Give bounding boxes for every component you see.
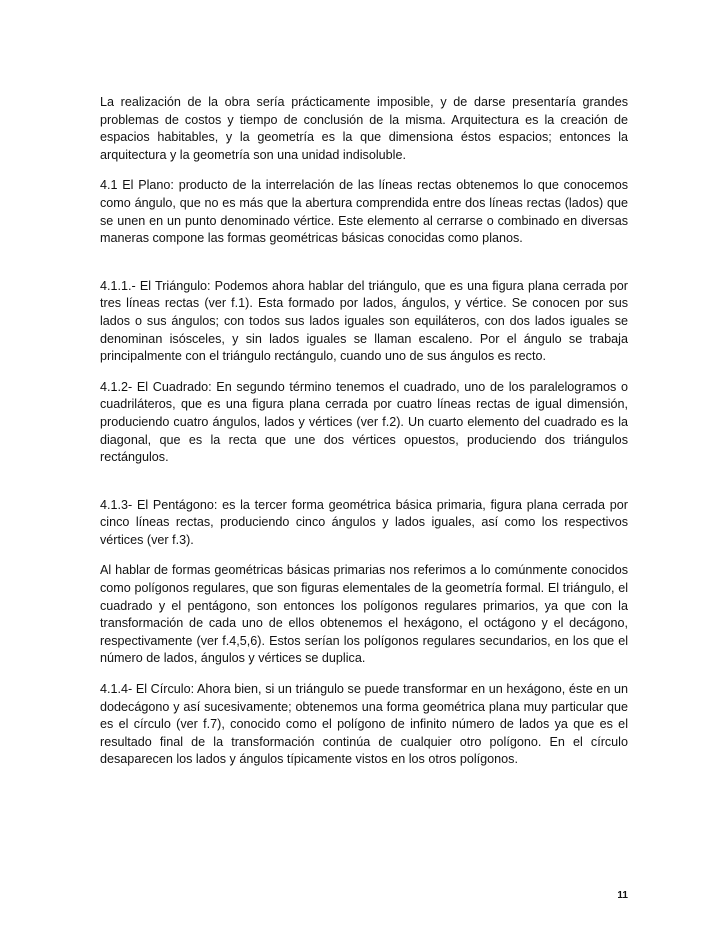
paragraph-cuadrado: 4.1.2- El Cuadrado: En segundo término tenemos el cuadrado, uno de los paralelogramos o cuadriláteros, que es una figura plana cerrada por cuatro líneas rectas de igual dimensión, produciendo cuatro ángulos, lados y vértices (ver f.2). Un cuarto elemento del cuadrado es la diagonal, que es la recta que une dos vértices opuestos, produciendo dos triángulos rectángulos. <box>100 379 628 465</box>
paragraph-plano: 4.1 El Plano: producto de la interrelación de las líneas rectas obtenemos lo que conocemos como ángulo, que no es más que la abertura comprendida entre dos líneas rectas (lados) que se unen en un punto denominado vértice. Este elemento al cerrarse o combinado en diversas maneras compone las formas geométricas básicas conocidas como planos. <box>100 178 628 246</box>
paragraph-triangulo: 4.1.1.- El Triángulo: Podemos ahora hablar del triángulo, que es una figura plana cerrada por tres líneas rectas (ver f.1). Esta formado por lados, ángulos, y vértice. Se conocen por sus lados o sus ángulos; con todos sus lados iguales son equiláteros, con dos lados iguales se denominan isósceles, y sin lados iguales se llaman escaleno. Por el ángulo se trabaja principalmente con el triángulo rectángulo, cuando uno de sus ángulos es recto. <box>100 278 628 364</box>
paragraph-intro: La realización de la obra sería prácticamente imposible, y de darse presentaría grandes problemas de costos y tiempo de conclusión de la misma. Arquitectura es la creación de espacios habitables, y la geometría es la que dimensiona éstos espacios; entonces la arquitectura y la geometría son una unidad indisoluble. <box>100 95 628 162</box>
paragraph-pentagono: 4.1.3- El Pentágono: es la tercer forma geométrica básica primaria, figura plana cerrada por cinco líneas rectas, produciendo cinco ángulos y lados iguales, así como los respectivos vértices (ver f.3). <box>100 497 628 547</box>
page-body <box>100 94 628 769</box>
paragraph-circulo: 4.1.4- El Círculo: Ahora bien, si un triángulo se puede transformar en un hexágono, éste en un dodecágono y así sucesivamente; obtenemos una forma geométrica plana muy particular que es el círculo (ver f.7), conocido como el polígono de infinito número de lados ya que es el resultado final de la transformación continúa de cualquier otro polígono. En el círculo desaparecen los lados y ángulos típicamente vistos en los otros polígonos. <box>100 682 628 767</box>
paragraph-poligonos: Al hablar de formas geométricas básicas primarias nos referimos a lo comúnmente conocidos como polígonos regulares, que son figuras elementales de la geometría formal. El triángulo, el cuadrado y el pentágono, son entonces los polígonos regulares primarios, ya que con la transformación de cada uno de ellos obtenemos el hexágono, el octágono y el decágono, respectivamente (ver f.4,5,6). Estos serían los polígonos regulares secundarios, en los que el número de lados, ángulos y vértices se duplica. <box>100 563 628 666</box>
page-number: 11 <box>617 890 628 901</box>
